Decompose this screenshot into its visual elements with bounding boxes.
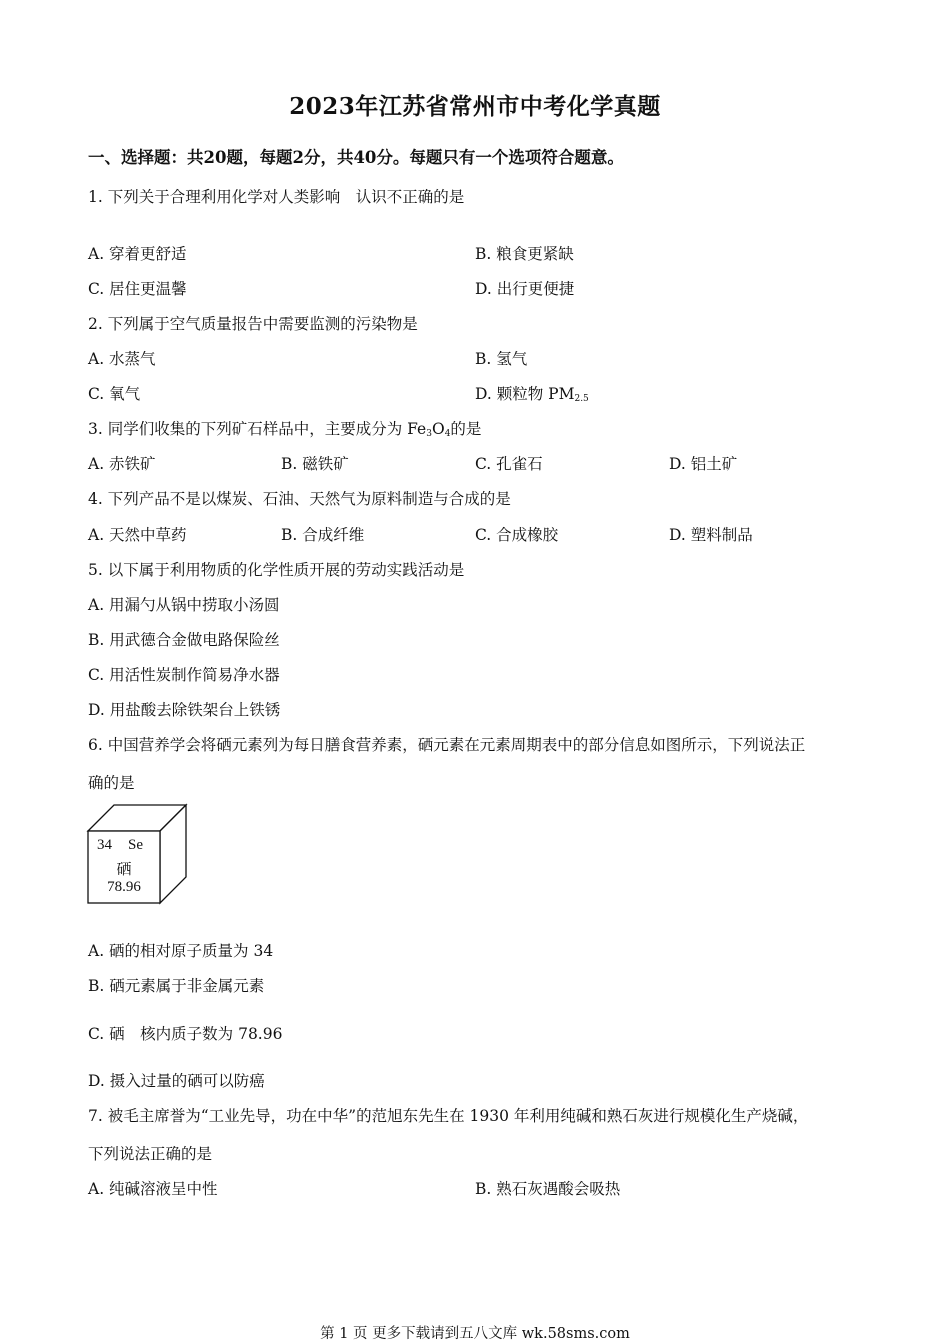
question-5-stem: 5. 以下属于利用物质的化学性质开展的劳动实践活动是 [88, 561, 465, 579]
q4-option-d: D. 塑料制品 [669, 526, 753, 544]
q4-option-c: C. 合成橡胶 [475, 526, 559, 544]
q3-option-d: D. 铝土矿 [669, 455, 738, 473]
q2-option-c: C. 氧气 [88, 385, 141, 403]
question-7-stem-line1: 7. 被毛主席誉为“工业先导，功在中华”的范旭东先生在 1930 年利用纯碱和熟石灰进行规模化生产烧碱， [88, 1107, 809, 1125]
question-2-stem: 2. 下列属于空气质量报告中需要监测的污染物是 [88, 315, 418, 333]
selenium-element-cube [86, 803, 188, 905]
question-7-stem-line2: 下列说法正确的是 [88, 1145, 213, 1163]
q2-option-a: A. 水蒸气 [88, 350, 156, 368]
q5-option-a: A. 用漏勺从锅中捞取小汤圆 [88, 596, 280, 614]
q5-option-b: B. 用武德合金做电路保险丝 [88, 631, 280, 649]
q1-option-d: D. 出行更便捷 [475, 280, 575, 298]
question-1-stem: 1. 下列关于合理利用化学对人类影响 认识不正确的是 [88, 188, 465, 206]
q4-option-b: B. 合成纤维 [281, 526, 365, 544]
question-6-stem-line1: 6. 中国营养学会将硒元素列为每日膳食营养素，硒元素在元素周期表中的部分信息如图所示，下列说法正 [88, 736, 806, 754]
element-number: 34 [97, 837, 112, 853]
element-symbol: Se [128, 837, 143, 853]
q6-option-c: C. 硒 核内质子数为 78.96 [88, 1025, 283, 1043]
q2-option-d: D. 颗粒物 $PM_{2.5}$ [475, 385, 589, 404]
q3-option-a: A. 赤铁矿 [88, 455, 156, 473]
q6-option-a: A. 硒的相对原子质量为 34 [88, 942, 274, 960]
q1-option-c: C. 居住更温馨 [88, 280, 187, 298]
section-heading: 一、选择题：共20题，每题2分，共40分。每题只有一个选项符合题意。 [88, 148, 624, 167]
q5-option-d: D. 用盐酸去除铁架台上铁锈 [88, 701, 281, 719]
q5-option-c: C. 用活性炭制作简易净水器 [88, 666, 280, 684]
q7-option-a: A. 纯碱溶液呈中性 [88, 1180, 218, 1198]
q7-option-b: B. 熟石灰遇酸会吸热 [475, 1180, 621, 1198]
q2-option-b: B. 氢气 [475, 350, 528, 368]
page-title: 2023年江苏省常州市中考化学真题 [289, 93, 661, 120]
q6-option-b: B. 硒元素属于非金属元素 [88, 977, 265, 995]
element-mass: 78.96 [107, 879, 141, 895]
question-4-stem: 4. 下列产品不是以煤炭、石油、天然气为原料制造与合成的是 [88, 490, 511, 508]
q1-option-b: B. 粮食更紧缺 [475, 245, 574, 263]
q3-option-c: C. 孔雀石 [475, 455, 543, 473]
page-footer: 第 1 页 更多下载请到五八文库 wk.58sms.com [320, 1326, 630, 1342]
question-6-stem-line2: 确的是 [88, 774, 135, 792]
question-3-stem: 3. 同学们收集的下列矿石样品中，主要成分为 $Fe_3O_4$的是 [88, 420, 482, 439]
element-name: 硒 [116, 862, 132, 878]
q4-option-a: A. 天然中草药 [88, 526, 187, 544]
q1-option-a: A. 穿着更舒适 [88, 245, 187, 263]
q6-option-d: D. 摄入过量的硒可以防癌 [88, 1072, 265, 1090]
q3-option-b: B. 磁铁矿 [281, 455, 349, 473]
